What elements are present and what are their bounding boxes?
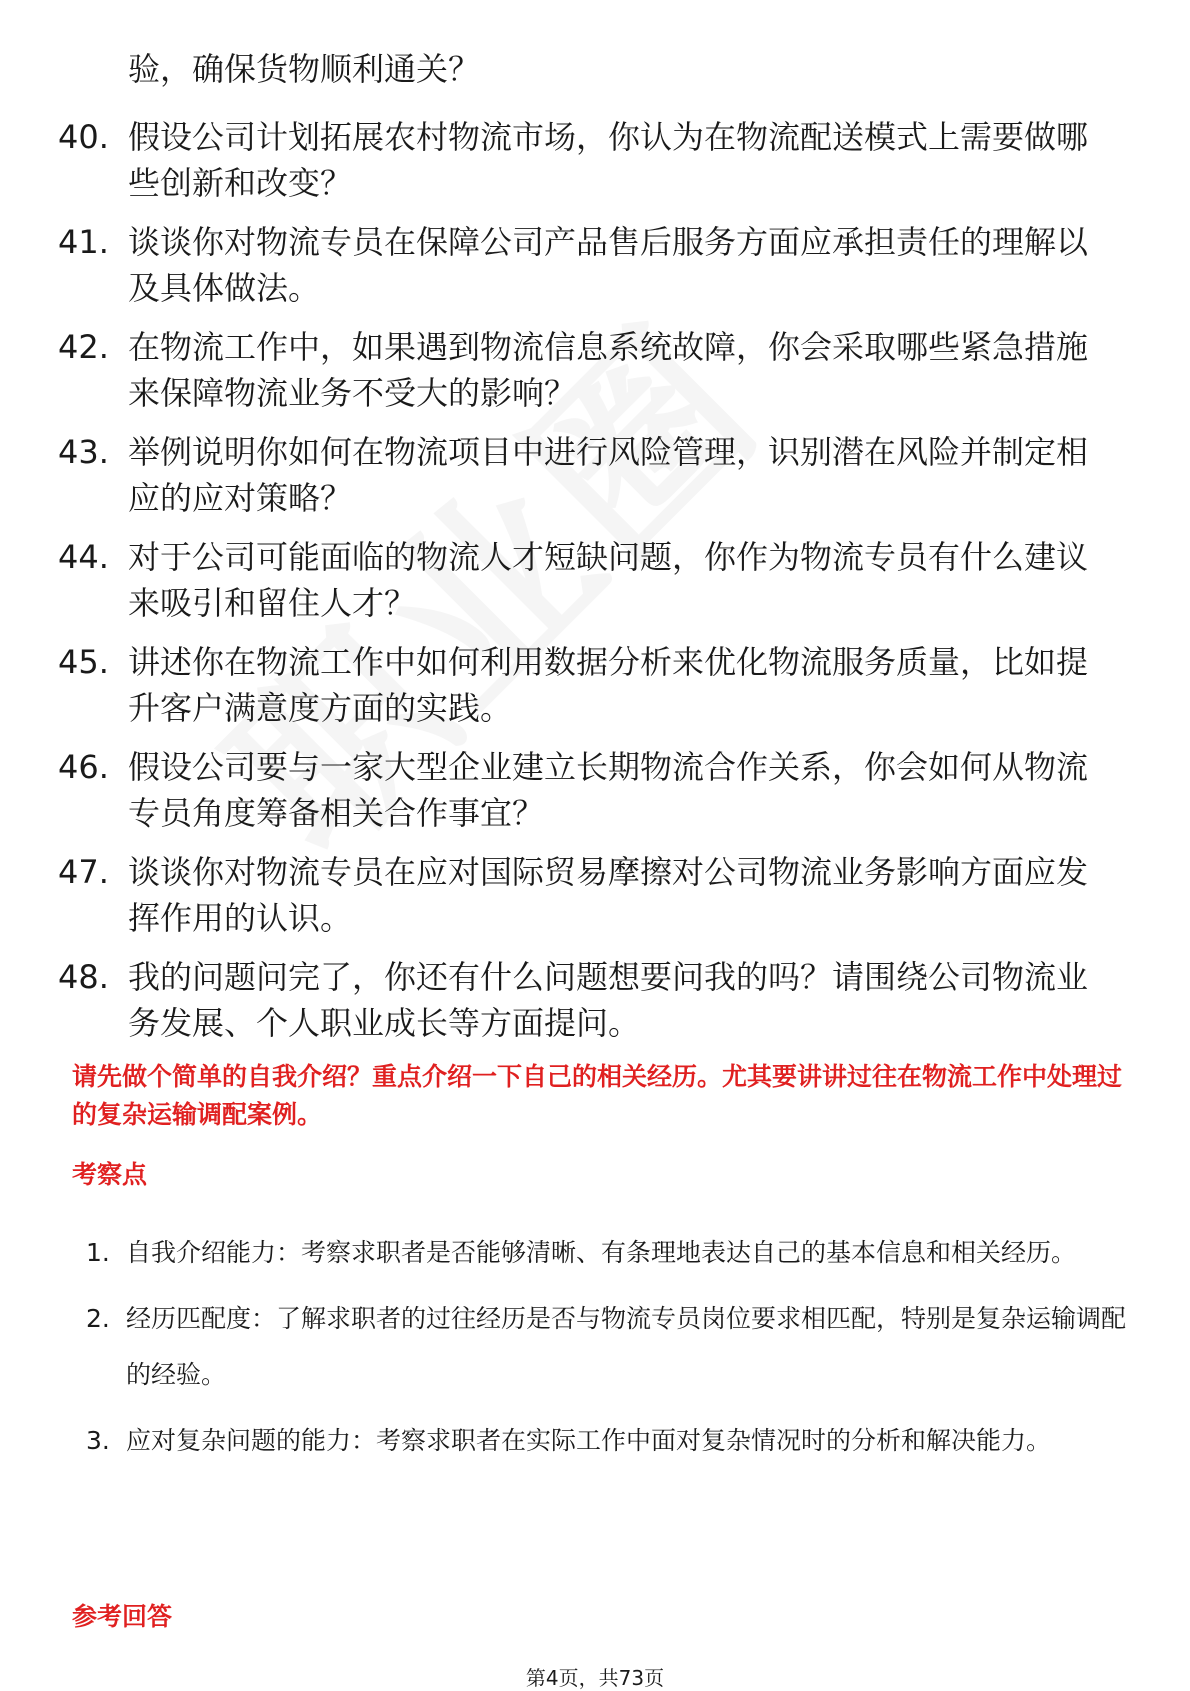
- interview-prompt: 请先做个简单的自我介绍？重点介绍一下自己的相关经历。尤其要讲讲过往在物流工作中处理过的复杂运输调配案例。: [72, 1062, 1123, 1129]
- question-item: [58, 324, 1118, 416]
- point-text: 经历匹配度：了解求职者的过往经历是否与物流专员岗位要求相匹配，特别是复杂运输调配的经验。: [126, 1304, 1127, 1389]
- assessment-title: 考察点: [72, 1160, 148, 1189]
- question-item: [58, 114, 1118, 206]
- question-text: 假设公司计划拓展农村物流市场，你认为在物流配送模式上需要做哪些创新和改变？: [128, 118, 1089, 202]
- question-number: 46.: [58, 748, 109, 786]
- question-item: [58, 534, 1118, 626]
- question-text: 谈谈你对物流专员在保障公司产品售后服务方面应承担责任的理解以及具体做法。: [128, 223, 1089, 307]
- question-continuation: 验，确保货物顺利通关？: [128, 50, 481, 88]
- question-number: 45.: [58, 643, 109, 681]
- question-item: [58, 429, 1118, 521]
- question-item: [58, 219, 1118, 311]
- question-number: 48.: [58, 958, 109, 996]
- assessment-point-list: [86, 1225, 1126, 1479]
- assessment-point: [86, 1291, 1126, 1403]
- question-number: 40.: [58, 118, 109, 156]
- page-footer: 第4页，共73页: [525, 1666, 665, 1690]
- question-text: 假设公司要与一家大型企业建立长期物流合作关系，你会如何从物流专员角度筹备相关合作事宜？: [128, 748, 1089, 832]
- point-number: 3.: [86, 1426, 110, 1455]
- question-item: [58, 639, 1118, 731]
- point-text: 自我介绍能力：考察求职者是否能够清晰、有条理地表达自己的基本信息和相关经历。: [126, 1238, 1077, 1267]
- question-number: 44.: [58, 538, 109, 576]
- question-number: 41.: [58, 223, 109, 261]
- assessment-point: [86, 1225, 1126, 1281]
- question-item: [58, 744, 1118, 836]
- question-text: 讲述你在物流工作中如何利用数据分析来优化物流服务质量，比如提升客户满意度方面的实践。: [128, 643, 1089, 727]
- point-number: 1.: [86, 1238, 110, 1267]
- question-text: 在物流工作中，如果遇到物流信息系统故障，你会采取哪些紧急措施来保障物流业务不受大的影响？: [128, 328, 1089, 412]
- question-text: 对于公司可能面临的物流人才短缺问题，你作为物流专员有什么建议来吸引和留住人才？: [128, 538, 1089, 622]
- assessment-point: [86, 1413, 1126, 1469]
- question-list: [58, 114, 1118, 1059]
- question-text: 我的问题问完了，你还有什么问题想要问我的吗？请围绕公司物流业务发展、个人职业成长等方面提问。: [128, 958, 1089, 1042]
- question-number: 43.: [58, 433, 109, 471]
- question-item: [58, 849, 1118, 941]
- question-text: 谈谈你对物流专员在应对国际贸易摩擦对公司物流业务影响方面应发挥作用的认识。: [128, 853, 1089, 937]
- question-number: 42.: [58, 328, 109, 366]
- question-text: 举例说明你如何在物流项目中进行风险管理，识别潜在风险并制定相应的应对策略？: [128, 433, 1089, 517]
- reference-answer-title: 参考回答: [72, 1602, 173, 1631]
- point-text: 应对复杂问题的能力：考察求职者在实际工作中面对复杂情况时的分析和解决能力。: [126, 1426, 1052, 1455]
- question-number: 47.: [58, 853, 109, 891]
- question-item: [58, 954, 1118, 1046]
- point-number: 2.: [86, 1304, 110, 1333]
